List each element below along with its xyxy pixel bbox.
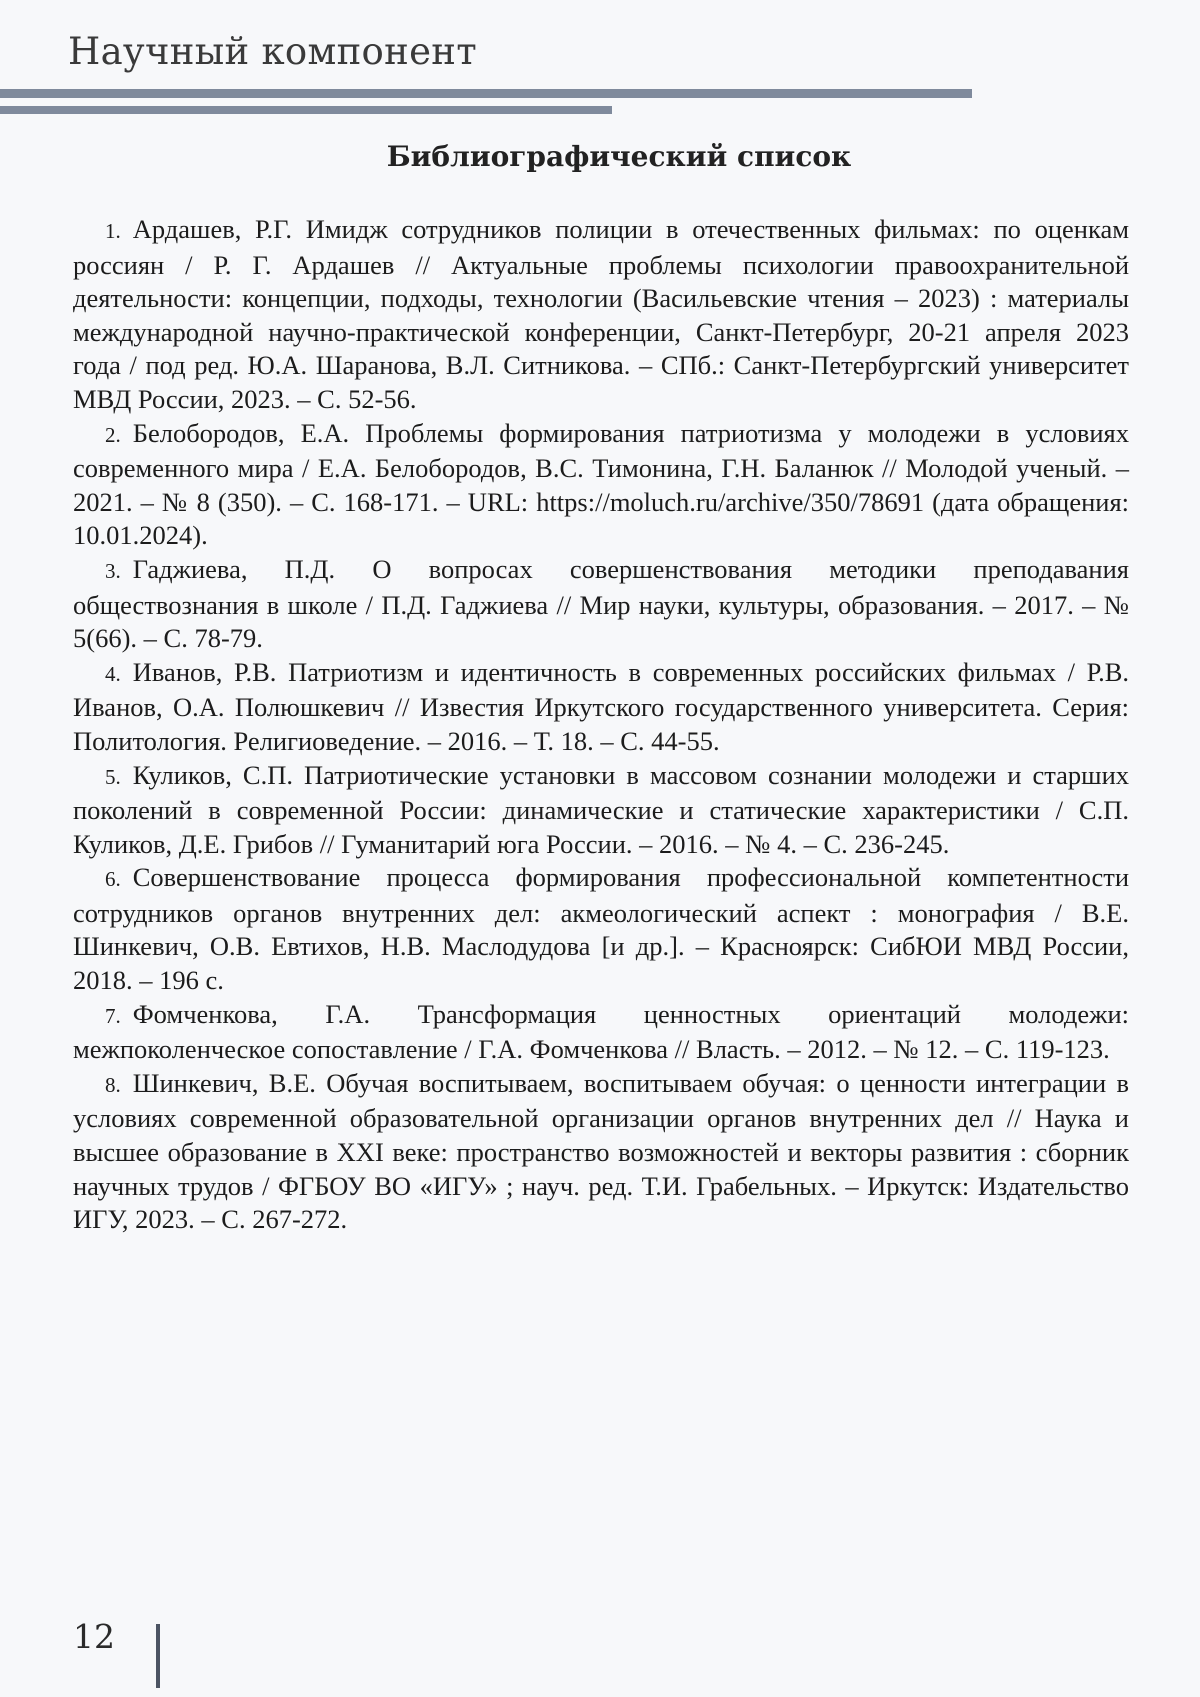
bibliography-item bbox=[73, 998, 1129, 1067]
header-rule-short bbox=[0, 106, 612, 114]
item-number: 6. bbox=[105, 867, 121, 892]
bibliography-item bbox=[73, 861, 1129, 997]
page-marker-bar bbox=[156, 1624, 160, 1688]
item-text: Гаджиева, П.Д. О вопросах совершенствования методики преподавания обществознания в школе / П.Д. Гаджиева // Мир науки, культуры, образования. – 2017. – № 5(66). – С. 78-79. bbox=[73, 553, 1129, 654]
item-text: Ардашев, Р.Г. Имидж сотрудников полиции в отечественных фильмах: по оценкам россиян / Р. Г. Ардашев // Актуальные проблемы психологии правоохранительной деятельности: концепции, подходы, технологии (Васильевские чтения – 2023) : материалы международной научно-практической конференции, Санкт-Петербург, 20-21 апреля 2023 года / под ред. Ю.А. Шаранова, В.Л. Ситникова. – СПб.: Санкт-Петербургский университет МВД России, 2023. – С. 52-56. bbox=[73, 214, 1129, 414]
item-text: Белобородов, Е.А. Проблемы формирования патриотизма у молодежи в условиях современного мира / Е.А. Белобородов, В.С. Тимонина, Г.Н. Баланюк // Молодой ученый. – 2021. – № 8 (350). – С. 168-171. – URL: https://moluch.ru/archive/350/78691 (дата обращения: 10.01.2024). bbox=[73, 417, 1129, 551]
item-number: 8. bbox=[105, 1072, 121, 1097]
bibliography-item bbox=[73, 759, 1129, 862]
item-text: Иванов, Р.В. Патриотизм и идентичность в современных российских фильмах / Р.В. Иванов, О.А. Полюшкевич // Известия Иркутского государственного университета. Серия: Политология. Религиоведение. – 2016. – Т. 18. – С. 44-55. bbox=[73, 656, 1129, 756]
item-number: 3. bbox=[105, 558, 121, 583]
bibliography-item bbox=[73, 553, 1129, 656]
bibliography-item bbox=[73, 213, 1129, 417]
bibliography-item bbox=[73, 417, 1129, 553]
item-text: Куликов, С.П. Патриотические установки в массовом сознании молодежи и старших поколений в современной России: динамические и статические характеристики / С.П. Куликов, Д.Е. Грибов // Гуманитарий юга России. – 2016. – № 4. – С. 236-245. bbox=[73, 759, 1129, 859]
item-number: 5. bbox=[105, 764, 121, 789]
section-header: Научный компонент bbox=[68, 30, 477, 73]
page-number: 12 bbox=[73, 1617, 115, 1656]
item-number: 7. bbox=[105, 1003, 121, 1028]
header-rule-long bbox=[0, 89, 972, 98]
bibliography-title: Библиографический список bbox=[386, 140, 852, 173]
item-text: Шинкевич, В.Е. Обучая воспитываем, воспитываем обучая: о ценности интеграции в условиях современной образовательной организации органов внутренних дел // Наука и высшее образование в XXI веке: пространство возможностей и векторы развития : сборник научных трудов / ФГБОУ ВО «ИГУ» ; науч. ред. Т.И. Грабельных. – Иркутск: Издательство ИГУ, 2023. – С. 267-272. bbox=[73, 1067, 1129, 1235]
item-number: 2. bbox=[105, 422, 121, 447]
item-text: Совершенствование процесса формирования профессиональной компетентности сотрудников органов внутренних дел: акмеологический аспект : монография / В.Е. Шинкевич, О.В. Евтихов, Н.В. Маслодудова [и др.]. – Красноярск: СибЮИ МВД России, 2018. – 196 с. bbox=[73, 862, 1129, 996]
item-number: 1. bbox=[105, 219, 121, 243]
item-number: 4. bbox=[105, 661, 121, 686]
bibliography-item bbox=[73, 1067, 1129, 1237]
bibliography-list bbox=[73, 213, 1129, 1237]
item-text: Фомченкова, Г.А. Трансформация ценностных ориентаций молодежи: межпоколенческое сопоставление / Г.А. Фомченкова // Власть. – 2012. – № 12. – С. 119-123. bbox=[73, 998, 1129, 1065]
bibliography-item bbox=[73, 656, 1129, 759]
